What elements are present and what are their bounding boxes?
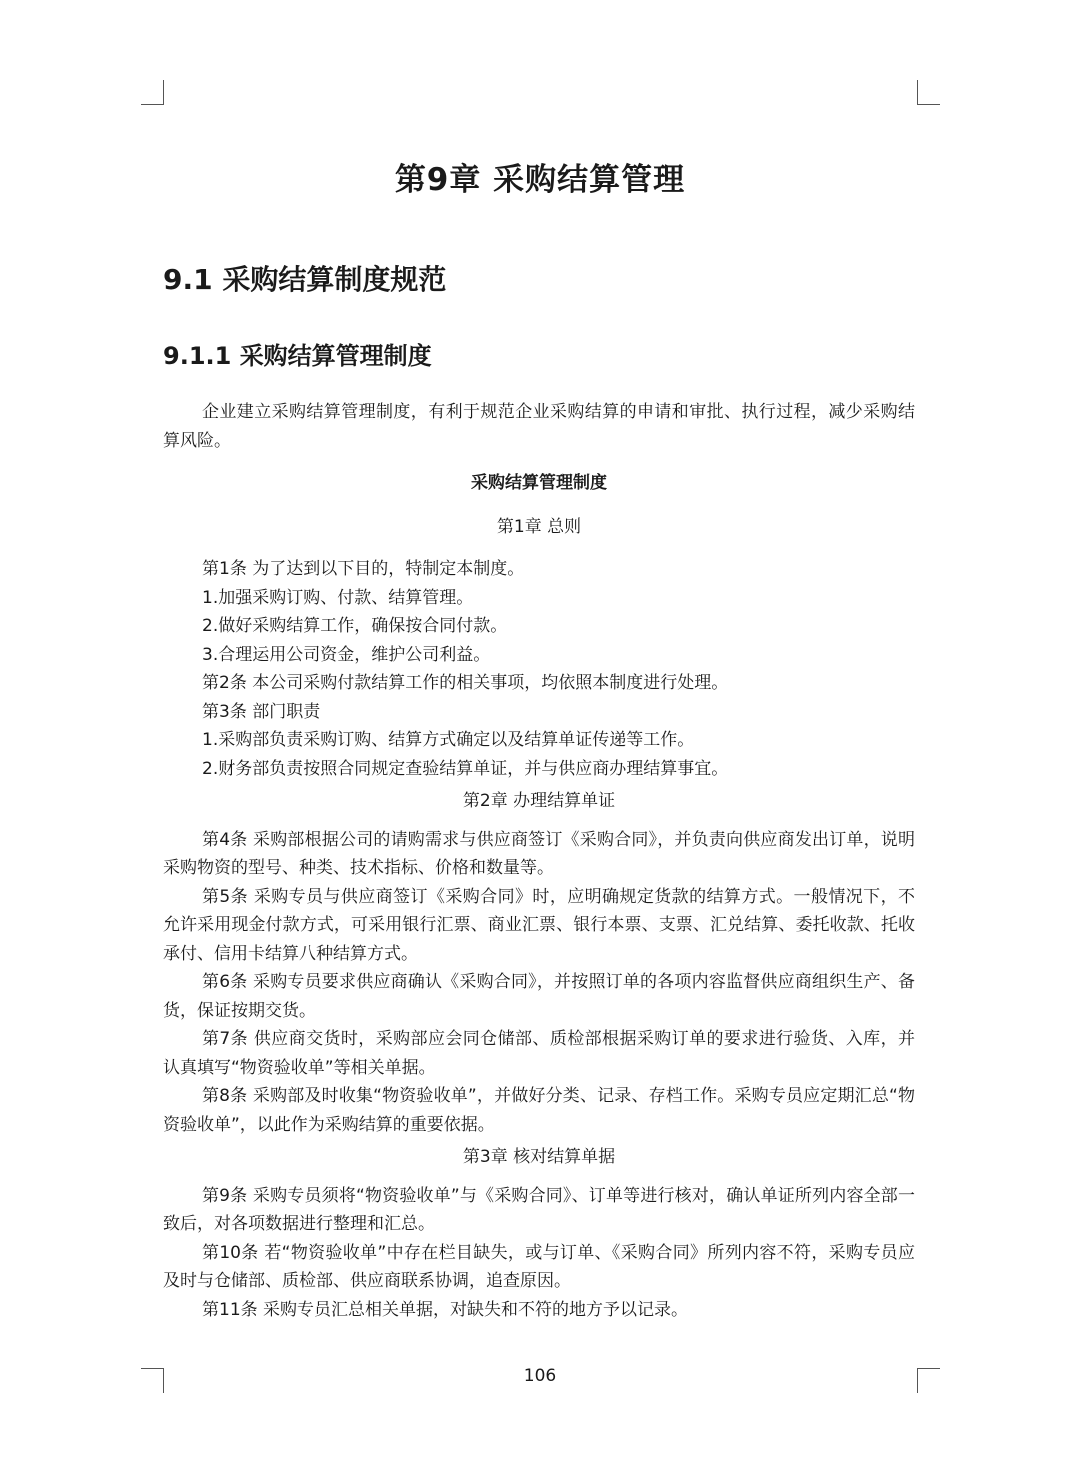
page-number: 106: [523, 1366, 557, 1386]
article-3-item: 2.财务部负责按照合同规定查验结算单证，并与供应商办理结算事宜。: [202, 758, 729, 779]
article-3: 第3条 部门职责: [202, 701, 321, 722]
article-8: 第8条 采购部及时收集“物资验收单”，并做好分类、记录、存档工作。采购专员应定期汇总“物资验收单”，以此作为采购结算的重要依据。: [163, 1086, 915, 1135]
article-2: 第2条 本公司采购付款结算工作的相关事项，均依照本制度进行处理。: [202, 673, 729, 693]
article-5: 第5条 采购专员与供应商签订《采购合同》时，应明确规定货款的结算方式。一般情况下，不允许采用现金付款方式，可采用银行汇票、商业汇票、银行本票、支票、汇兑结算、委托收款、托收承付、信用卡结算八种结算方式。: [163, 886, 915, 964]
subsection-title: 9.1.1 采购结算管理制度: [163, 342, 432, 370]
chapter-2-heading: 第2章 办理结算单证: [462, 791, 616, 811]
article-1-item: 1.加强采购订购、付款、结算管理。: [202, 587, 474, 608]
document-title: 采购结算管理制度: [471, 473, 607, 493]
article-1: 第1条 为了达到以下目的，特制定本制度。: [202, 559, 525, 579]
article-4: 第4条 采购部根据公司的请购需求与供应商签订《采购合同》，并负责向供应商发出订单，说明采购物资的型号、种类、技术指标、价格和数量等。: [163, 829, 915, 878]
section-title: 9.1 采购结算制度规范: [163, 263, 447, 296]
article-10: 第10条 若“物资验收单”中存在栏目缺失，或与订单、《采购合同》所列内容不符，采购专员应及时与仓储部、质检部、供应商联系协调，追查原因。: [163, 1242, 915, 1291]
article-1-item: 3.合理运用公司资金，维护公司利益。: [202, 644, 491, 665]
article-6: 第6条 采购专员要求供应商确认《采购合同》，并按照订单的各项内容监督供应商组织生产、备货，保证按期交货。: [163, 972, 915, 1021]
chapter-3-heading: 第3章 核对结算单据: [462, 1147, 616, 1167]
document-body: [163, 398, 915, 1324]
article-7: 第7条 供应商交货时，采购部应会同仓储部、质检部根据采购订单的要求进行验货、入库，并认真填写“物资验收单”等相关单据。: [163, 1029, 915, 1078]
chapter-title: 第9章 采购结算管理: [394, 162, 686, 198]
intro-paragraph: 企业建立采购结算管理制度，有利于规范企业采购结算的申请和审批、执行过程，减少采购结算风险。: [163, 402, 915, 451]
article-9: 第9条 采购专员须将“物资验收单”与《采购合同》、订单等进行核对，确认单证所列内容全部一致后，对各项数据进行整理和汇总。: [163, 1185, 915, 1234]
article-3-item: 1.采购部负责采购订购、结算方式确定以及结算单证传递等工作。: [202, 730, 695, 750]
article-11: 第11条 采购专员汇总相关单据，对缺失和不符的地方予以记录。: [202, 1299, 689, 1320]
crop-mark-top-right: [917, 80, 940, 105]
crop-mark-top-left: [141, 80, 164, 105]
chapter-1-heading: 第1章 总则: [496, 516, 582, 537]
article-1-item: 2.做好采购结算工作，确保按合同付款。: [202, 616, 508, 636]
